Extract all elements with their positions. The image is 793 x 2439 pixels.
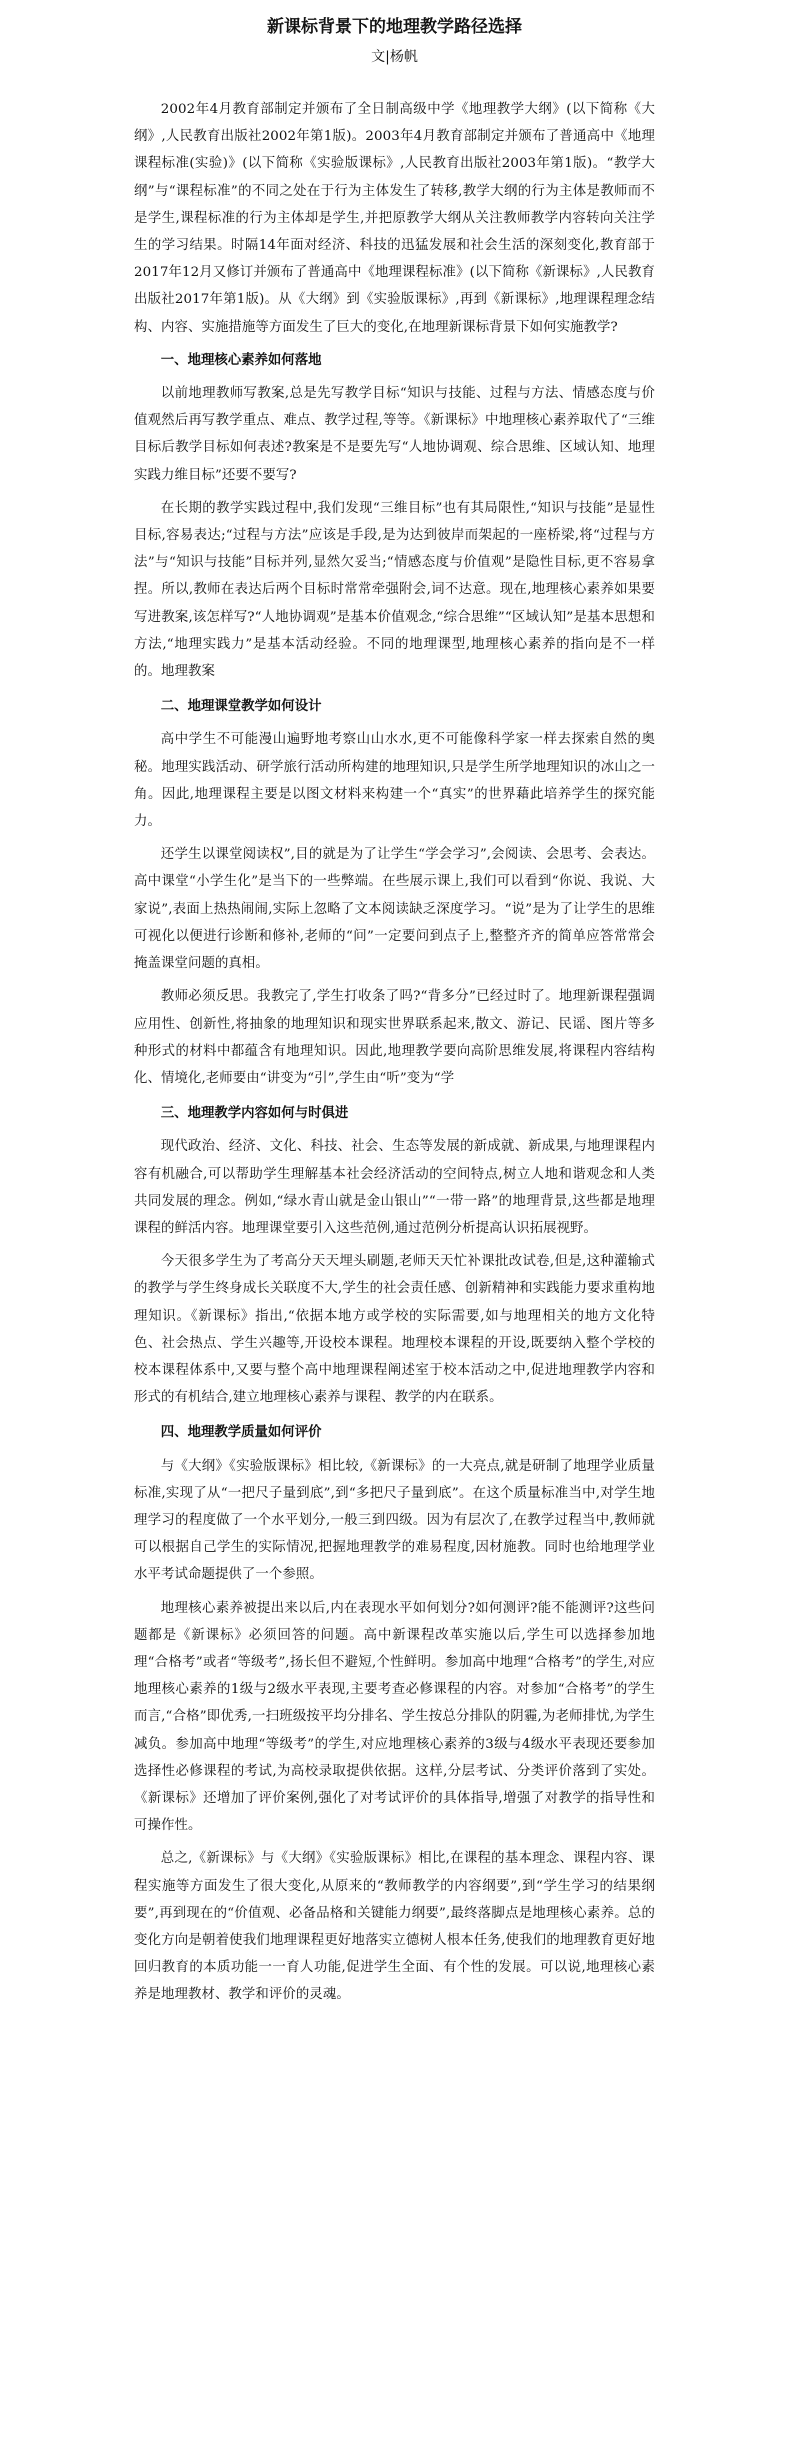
section-heading: 三、地理教学内容如何与时俱进 xyxy=(160,1105,349,1122)
body-paragraph: 地理核心素养被提出来以后,内在表现水平如何划分?如何测评?能不能测评?这些问题都是《新课标》必须回答的问题。高中新课程改革实施以后,学生可以选择参加地理“合格考”或者“等级考”,扬长但不避短,个性鲜明。参加高中地理“合格考”的学生,对应地理核心素养的1级与2级水平表现,主要考查必修课程的内容。对参加“合格考”的学生而言,“合格”即优秀,一扫班级按平均分排名、学生按总分排队的阴霾,为老师排忧,为学生减负。参加高中地理“等级考”的学生,对应地理核心素养的3级与4级水平表现还要参加选择性必修课程的考试,为高校录取提供依据。这样,分层考试、分类评价落到了实处。《新课标》还增加了评价案例,强化了对考试评价的具体指导,增强了对教学的指导性和可操作性。 xyxy=(134,1600,655,1834)
article-title: 新课标背景下的地理教学路径选择 xyxy=(267,17,522,37)
section-quality-evaluation xyxy=(134,1419,655,2008)
body-paragraph: 现代政治、经济、文化、科技、社会、生态等发展的新成就、新成果,与地理课程内容有机融合,可以帮助学生理解基本社会经济活动的空间特点,树立人地和谐观念和人类共同发展的理念。例如,“绿水青山就是金山银山”“一带一路”的地理背景,这些都是地理课程的鲜活内容。地理课堂要引入这些范例,通过范例分析提高认识拓展视野。 xyxy=(134,1139,655,1236)
section-heading: 四、地理教学质量如何评价 xyxy=(160,1424,322,1441)
body-paragraph: 与《大纲》《实验版课标》相比较,《新课标》的一大亮点,就是研制了地理学业质量标准,实现了从“一把尺子量到底”,到“多把尺子量到底”。在这个质量标准当中,对学生地理学习的程度做了一个水平划分,一般三到四级。因为有层次了,在教学过程当中,教师就可以根据自己学生的实际情况,把握地理教学的难易程度,因材施教。同时也给地理学业水平考试命题提供了一个参照。 xyxy=(134,1458,655,1583)
body-paragraph: 教师必须反思。我教完了,学生打收条了吗?“背多分”已经过时了。地理新课程强调应用性、创新性,将抽象的地理知识和现实世界联系起来,散文、游记、民谣、图片等多种形式的材料中都蕴含有地理知识。因此,地理教学要向高阶思维发展,将课程内容结构化、情境化,老师要由“讲变为“引”,学生由“听”变为“学 xyxy=(134,989,655,1086)
section-core-literacy xyxy=(134,347,655,685)
section-classroom-design xyxy=(134,693,655,1092)
body-paragraph: 以前地理教师写教案,总是先写教学目标“知识与技能、过程与方法、情感态度与价值观然后再写教学重点、难点、教学过程,等等。《新课标》中地理核心素养取代了“三维目标后教学目标如何表述?教案是不是要先写“人地协调观、综合思维、区域认知、地理实践力维目标”还要不要写? xyxy=(134,386,655,483)
body-paragraph: 高中学生不可能漫山遍野地考察山山水水,更不可能像科学家一样去探索自然的奥秘。地理实践活动、研学旅行活动所构建的地理知识,只是学生所学地理知识的冰山之一角。因此,地理课程主要是以图文材料来构建一个“真实”的世界藉此培养学生的探究能力。 xyxy=(134,732,655,830)
section-heading: 二、地理课堂教学如何设计 xyxy=(160,698,322,715)
body-paragraph: 今天很多学生为了考高分天天埋头刷题,老师天天忙补课批改试卷,但是,这种灌输式的教学与学生终身成长关联度不大,学生的社会责任感、创新精神和实践能力要求重构地理知识。《新课标》指出,“依据本地方或学校的实际需要,如与地理相关的地方文化特色、社会热点、学生兴趣等,开设校本课程。地理校本课程的开设,既要纳入整个学校的校本课程体系中,又要与整个高中地理课程阐述室于校本活动之中,促进地理教学内容和形式的有机结合,建立地理核心素养与课程、教学的内在联系。 xyxy=(134,1254,655,1406)
intro-paragraph: 2002年4月教育部制定并颁布了全日制高级中学《地理教学大纲》(以下简称《大纲》,人民教育出版社2002年第1版)。2003年4月教育部制定并颁布了普通高中《地理课程标准(实验)》(以下简称《实验版课标》,人民教育出版社2003年第1版)。“教学大纲”与“课程标准”的不同之处在于行为主体发生了转移,教学大纲的行为主体是教师而不是学生,课程标准的行为主体却是学生,并把原教学大纲从关注教师教学内容转向关注学生的学习结果。时隔14年面对经济、科技的迅猛发展和社会生活的深刻变化,教育部于2017年12月又修订并颁布了普通高中《地理课程标准》(以下简称《新课标》,人民教育出版社2017年第1版)。从《大纲》到《实验版课标》,再到《新课标》,地理课程理念结构、内容、实施措施等方面发生了巨大的变化,在地理新课标背景下如何实施教学? xyxy=(134,102,655,335)
body-paragraph: 还学生以课堂阅读权”,目的就是为了让学生“学会学习”,会阅读、会思考、会表达。高中课堂“小学生化”是当下的一些弊端。在些展示课上,我们可以看到“你说、我说、大家说”,表面上热热闹闹,实际上忽略了文本阅读缺乏深度学习。“说”是为了让学生的思维可视化以便进行诊断和修补,老师的“问”一定要问到点子上,整整齐齐的简单应答常常会掩盖课堂问题的真相。 xyxy=(134,847,655,972)
body-paragraph: 在长期的教学实践过程中,我们发现“三维目标”也有其局限性,“知识与技能”是显性目标,容易表达;“过程与方法”应该是手段,是为达到彼岸而架起的一座桥梁,将“过程与方法”与“知识与技能”目标并列,显然欠妥当;“情感态度与价值观”是隐性目标,更不容易拿捏。所以,教师在表达后两个目标时常常牵强附会,词不达意。现在,地理核心素养如果要写进教案,该怎样写?“人地协调观”是基本价值观念,“综合思维”“区域认知”是基本思想和方法,“地理实践力”是基本活动经验。不同的地理课型,地理核心素养的指向是不一样的。地理教案 xyxy=(134,500,655,680)
body-paragraph: 总之,《新课标》与《大纲》《实验版课标》相比,在课程的基本理念、课程内容、课程实施等方面发生了很大变化,从原来的“教师教学的内容纲要”,到“学生学习的结果纲要”,再到现在的“价值观、必备品格和关键能力纲要”,最终落脚点是地理核心素养。总的变化方向是朝着使我们地理课程更好地落实立德树人根本任务,使我们的地理教育更好地回归教育的本质功能一一育人功能,促进学生全面、有个性的发展。可以说,地理核心素养是地理教材、教学和评价的灵魂。 xyxy=(134,1851,655,2003)
article-author: 文|杨帆 xyxy=(371,49,418,65)
section-content-update xyxy=(134,1100,655,1411)
section-heading: 一、地理核心素养如何落地 xyxy=(160,351,322,368)
